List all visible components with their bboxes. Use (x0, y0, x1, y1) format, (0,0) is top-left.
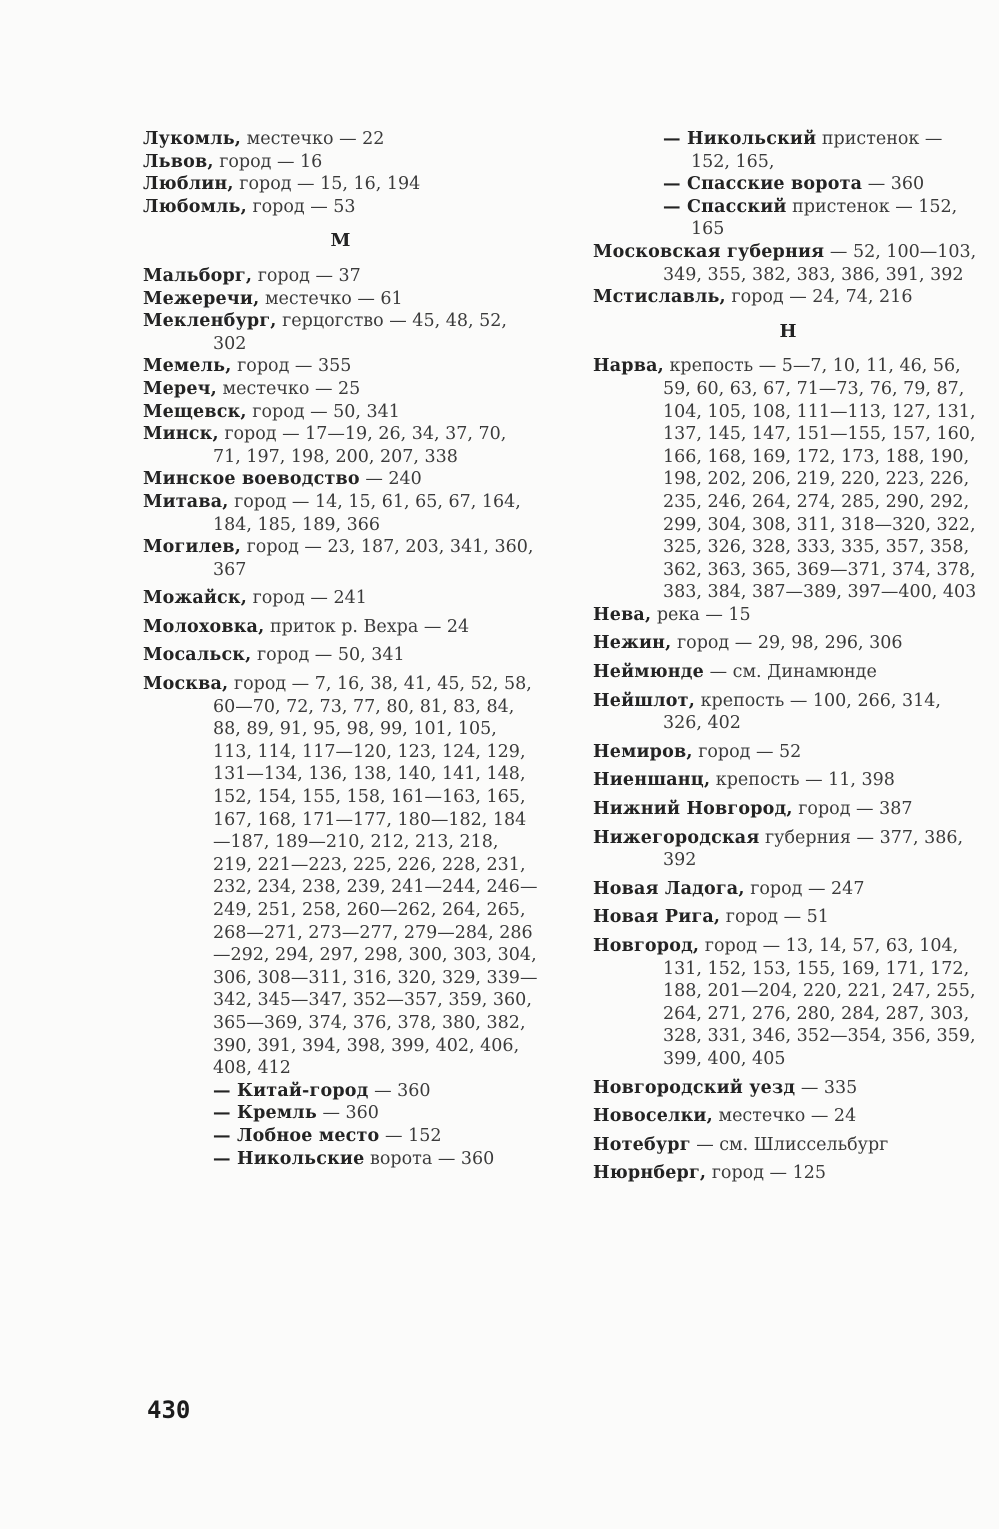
index-entry (143, 128, 538, 151)
index-entry (143, 673, 538, 1080)
index-entry (143, 468, 538, 491)
index-entry (143, 423, 538, 468)
entry-refs: крепость — 5—7, 10, 11, 46, 56, 59, 60, 63, 67, 71—73, 76, 79, 87, 104, 105, 108, 111—113, 127, 131, 137, 145, 147, 151—155, 157, 160, 166, 168, 169, 172, 173, 188, 190, 198, 202, 206, 219, 220, 223, 226, 235, 246, 264, 274, 285, 290, 292, 299, 304, 308, 311, 318—320, 322, 325, 326, 328, 333, 335, 357, 358, 362, 363, 365, 369—371, 374, 378, 383, 384, 387—389, 397—400, 403 (663, 356, 977, 603)
entry-refs: город — 51 (720, 907, 829, 928)
entry-term: Нейшлот, (593, 690, 696, 711)
entry-refs: местечко — 25 (216, 378, 361, 399)
entry-term: — Никольские (213, 1148, 365, 1169)
entry-term: — Лобное место (213, 1125, 380, 1146)
entry-refs: губерния — 377, 386, 392 (663, 827, 964, 871)
entry-refs: — см. Шлиссельбург (690, 1134, 889, 1155)
right-column (593, 128, 983, 1185)
entry-refs: — 52, 100—103, 349, 355, 382, 383, 386, 391, 392 (663, 241, 977, 285)
entry-term: — Кремль (213, 1103, 317, 1124)
entry-refs: — 360 (316, 1103, 379, 1124)
entries-r-main (593, 355, 983, 1185)
index-entry (593, 1162, 983, 1185)
entry-refs: ворота — 360 (364, 1148, 495, 1169)
subentry (143, 1102, 538, 1125)
entry-refs: город — 15, 16, 194 (233, 174, 421, 195)
entry-term: Лукомль, (143, 129, 242, 149)
index-entry (593, 632, 983, 655)
entry-refs: город — 16 (213, 151, 323, 172)
index-entry (593, 798, 983, 821)
entry-term: — Китай-город (213, 1080, 369, 1101)
entry-term: Московская губерния (593, 241, 825, 262)
entry-term: — Спасские ворота (663, 174, 863, 195)
entry-term: — Спасский (663, 196, 787, 217)
entry-refs: река — 15 (651, 604, 751, 625)
index-entry (143, 491, 538, 536)
entry-refs: город — 50, 341 (246, 401, 400, 422)
entries-r-top (593, 241, 983, 309)
entry-refs: — 360 (368, 1080, 431, 1101)
entry-term: Москва, (143, 674, 229, 695)
subentry (143, 1125, 538, 1148)
entry-term: Нежин, (593, 633, 672, 654)
entry-term: Любомль, (143, 196, 247, 217)
index-entry (593, 604, 983, 627)
entry-term: Новая Ладога, (593, 878, 745, 899)
entry-term: Молоховка, (143, 616, 265, 637)
index-entry (143, 616, 538, 639)
entry-term: Мемель, (143, 356, 232, 377)
subentries-l (143, 1080, 538, 1170)
subentries-r (593, 128, 983, 241)
index-entry (593, 661, 983, 684)
entry-refs: город — 24, 74, 216 (725, 287, 913, 308)
entry-refs: город — 53 (246, 196, 356, 217)
entry-term: Нотебург (593, 1134, 691, 1155)
entry-refs: город — 247 (744, 878, 865, 899)
entry-term: Нижегородская (593, 827, 760, 848)
subentry (143, 1080, 538, 1103)
index-entry (593, 286, 983, 309)
index-entry (593, 355, 983, 604)
entry-refs: город — 29, 98, 296, 306 (671, 633, 903, 654)
index-entry (143, 288, 538, 311)
entry-term: Мосальск, (143, 645, 252, 666)
entry-refs: приток р. Вехра — 24 (264, 616, 470, 637)
entry-refs: город — 14, 15, 61, 65, 67, 164, 184, 185, 189, 366 (213, 491, 521, 535)
entry-refs: герцогство — 45, 48, 52, 302 (213, 311, 507, 354)
entry-refs: местечко — 61 (259, 288, 403, 309)
entry-term: Митава, (143, 491, 229, 512)
left-column (143, 128, 538, 1170)
entry-term: Мереч, (143, 378, 217, 399)
entry-refs: пристенок — 152, 165, (691, 129, 943, 172)
subentry (593, 196, 983, 241)
index-entry (143, 536, 538, 581)
index-entry (143, 265, 538, 288)
index-entry (593, 241, 983, 286)
entry-refs: — 152 (379, 1125, 442, 1146)
index-entry (593, 741, 983, 764)
entry-refs: — см. Динамюнде (704, 662, 877, 683)
entry-term: — Никольский (663, 129, 817, 149)
page-number: 430 (147, 1396, 191, 1424)
entry-term: Можайск, (143, 588, 248, 609)
entry-refs: — 240 (359, 469, 422, 490)
entry-refs: пристенок — 152, 165 (691, 196, 958, 240)
section-letter-n: Н (779, 320, 797, 342)
entry-refs: местечко — 24 (712, 1106, 857, 1127)
index-entry (143, 151, 538, 174)
entry-term: Нева, (593, 604, 652, 625)
index-entry (593, 878, 983, 901)
index-entry (143, 173, 538, 196)
entry-refs: город — 355 (231, 356, 352, 377)
entry-term: Львов, (143, 151, 214, 172)
index-entry (143, 355, 538, 378)
entry-refs: город — 7, 16, 38, 41, 45, 52, 58, 60—70, 72, 73, 77, 80, 81, 83, 84, 88, 89, 91, 95, 98, 99, 101, 105, 113, 114, 117—120, 123, 124, 129, 131—134, 136, 138, 140, 141, 148, 152, 154, 155, 158, 161—163, 165, 167, 168, 171—177, 180—182, 184—187, 189—210, 212, 213, 218, 219, 221—223, 225, 226, 228, 231, 232, 234, 238, 239, 241—244, 246—249, 251, 258, 260—262, 264, 265, 268—271, 273—277, 279—284, 286—292, 294, 297, 298, 300, 303, 304, 306, 308—311, 316, 320, 329, 339—342, 345—347, 352—357, 359, 360, 365—369, 374, 376, 378, 380, 382, 390, 391, 394, 398, 399, 402, 406, 408, 412 (213, 674, 538, 1079)
entry-term: Могилев, (143, 537, 242, 558)
entry-refs: город — 23, 187, 203, 341, 360, 367 (213, 537, 534, 580)
section-letter-m: М (330, 230, 351, 252)
subentry (143, 1148, 538, 1171)
entry-term: Нюрнберг, (593, 1163, 707, 1184)
entry-refs: местечко — 22 (241, 129, 385, 149)
entry-term: Ниеншанц, (593, 770, 711, 791)
entry-term: Новгород, (593, 936, 700, 956)
entry-refs: — 335 (795, 1077, 858, 1098)
entries-l-top (143, 128, 538, 218)
index-entry (143, 401, 538, 424)
subentry (593, 173, 983, 196)
entry-refs: город — 13, 14, 57, 63, 104, 131, 152, 153, 155, 169, 171, 172, 188, 201—204, 220, 221, 247, 255, 264, 271, 276, 280, 284, 287, 303, 328, 331, 346, 352—354, 356, 359, 399, 400, 405 (663, 936, 976, 1069)
entry-refs: — 360 (862, 174, 925, 195)
index-entry (593, 1134, 983, 1157)
entry-refs: город — 50, 341 (251, 645, 405, 666)
index-entry (143, 587, 538, 610)
index-entry (593, 906, 983, 929)
index-entry (593, 935, 983, 1071)
entry-term: Нижний Новгород, (593, 799, 793, 820)
entry-term: Новгородский уезд (593, 1077, 796, 1098)
entry-term: Немиров, (593, 741, 693, 762)
entry-refs: город — 37 (252, 265, 361, 286)
index-entry (593, 1077, 983, 1100)
entries-l-main (143, 265, 538, 1080)
entry-refs: город — 52 (692, 741, 802, 762)
entry-term: Минск, (143, 424, 219, 445)
index-entry (143, 378, 538, 401)
entry-term: Мещевск, (143, 401, 247, 422)
entry-term: Мальборг, (143, 265, 253, 286)
entry-term: Неймюнде (593, 662, 705, 683)
entry-term: Мстиславль, (593, 287, 726, 308)
entry-term: Люблин, (143, 174, 234, 195)
entry-term: Нарва, (593, 356, 664, 377)
index-entry (143, 196, 538, 219)
entry-refs: город — 125 (706, 1163, 826, 1184)
entry-refs: город — 17—19, 26, 34, 37, 70, 71, 197, 198, 200, 207, 338 (213, 424, 507, 467)
index-entry (593, 769, 983, 792)
index-entry (593, 827, 983, 872)
entry-term: Межеречи, (143, 288, 260, 309)
entry-term: Минское воеводство (143, 469, 360, 490)
entry-term: Мекленбург, (143, 311, 277, 332)
index-entry (593, 690, 983, 735)
entry-term: Новая Рига, (593, 907, 721, 928)
entry-refs: город — 387 (792, 799, 913, 820)
index-entry (143, 310, 538, 355)
index-entry (593, 1105, 983, 1128)
entry-refs: крепость — 100, 266, 314, 326, 402 (663, 690, 941, 734)
entry-term: Новоселки, (593, 1106, 713, 1127)
entry-refs: крепость — 11, 398 (710, 770, 895, 791)
index-entry (143, 644, 538, 667)
subentry (593, 128, 983, 173)
entry-refs: город — 241 (247, 588, 367, 609)
